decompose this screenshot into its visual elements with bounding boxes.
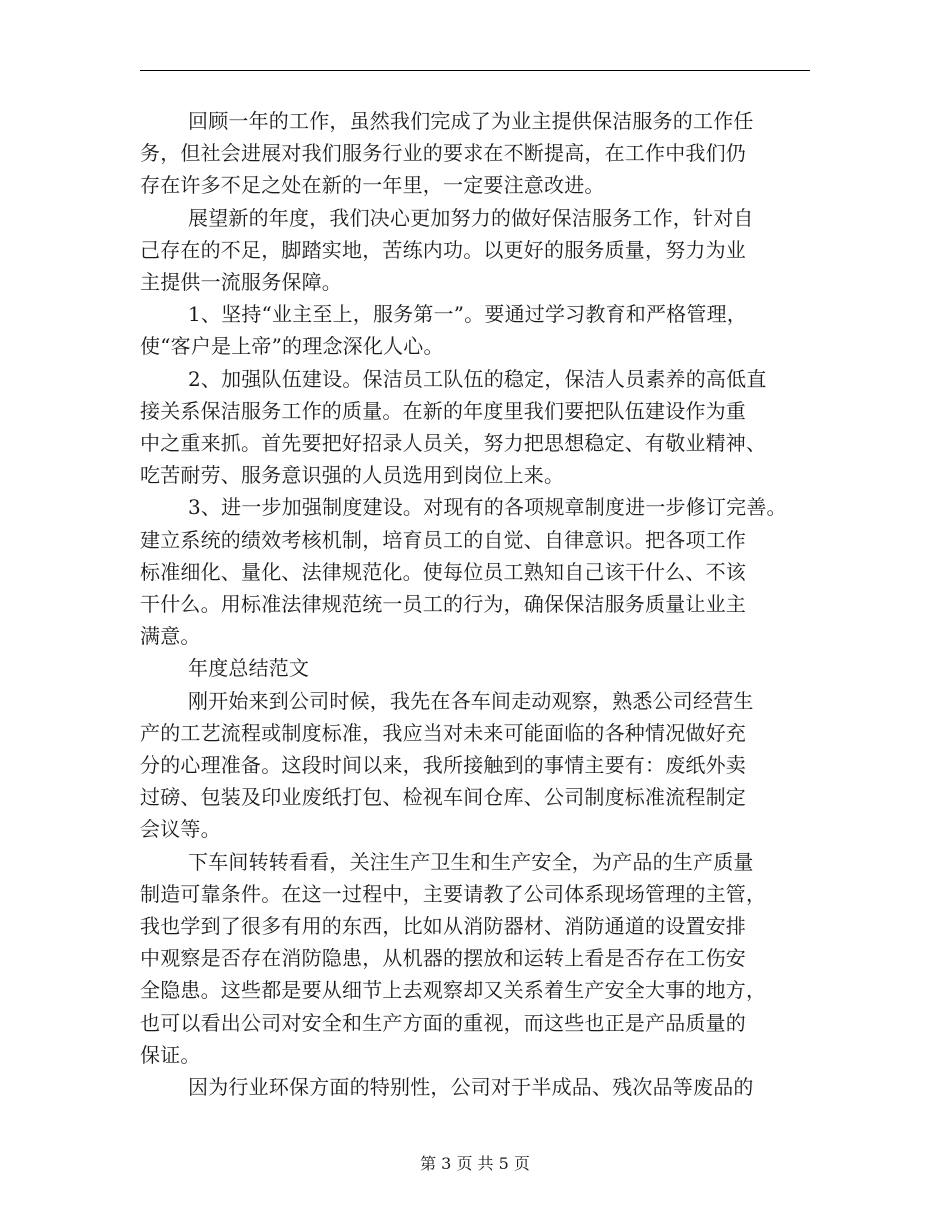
page-footer: 第 3 页 共 5 页 xyxy=(420,1154,530,1173)
text-line: 建立系统的绩效考核机制，培育员工的自觉、自律意识。把各项工作 xyxy=(140,527,746,552)
text-line: 接关系保洁服务工作的质量。在新的年度里我们要把队伍建设作为重 xyxy=(140,398,746,423)
text-line: 吃苦耐劳、服务意识强的人员选用到岗位上来。 xyxy=(140,463,565,488)
text-line: 分的心理准备。这段时间以来，我所接触到的事情主要有：废纸外卖 xyxy=(140,753,746,777)
text-line: 标准细化、量化、法律规范化。使每位员工熟知自己该干什么、不该 xyxy=(140,559,746,584)
text-line: 回顾一年的工作，虽然我们完成了为业主提供保洁服务的工作任 xyxy=(188,109,754,133)
text-line: 存在许多不足之处在新的一年里，一定要注意改进。 xyxy=(140,173,605,198)
text-line: 干什么。用标准法律规范统一员工的行为，确保保洁服务质量让业主 xyxy=(140,592,746,616)
text-line: 因为行业环保方面的特别性，公司对于半成品、残次品等废品的 xyxy=(188,1075,754,1099)
text-line: 产的工艺流程或制度标准，我应当对未来可能面临的各种情况做好充 xyxy=(140,720,746,745)
text-line: 己存在的不足，脚踏实地，苦练内功。以更好的服务质量，努力为业 xyxy=(140,237,746,262)
text-line: 务，但社会进展对我们服务行业的要求在不断提高，在工作中我们仍 xyxy=(140,141,746,166)
text-line: 展望新的年度，我们决心更加努力的做好保洁服务工作，针对自 xyxy=(188,205,754,230)
text-line: 我也学到了很多有用的东西，比如从消防器材、消防通道的设置安排 xyxy=(140,914,746,938)
text-line: 年度总结范文 xyxy=(188,656,310,681)
text-line: 2、加强队伍建设。保洁员工队伍的稳定，保洁人员素养的高低直 xyxy=(188,366,767,391)
text-line: 使“客户是上帝”的理念深化人心。 xyxy=(140,334,444,359)
text-line: 会议等。 xyxy=(140,817,221,842)
text-line: 全隐患。这些都是要从细节上去观察却又关系着生产安全大事的地方， xyxy=(140,978,767,1003)
text-line: 主提供一流服务保障。 xyxy=(140,270,342,294)
text-line: 下车间转转看看，关注生产卫生和生产安全，为产品的生产质量 xyxy=(188,849,754,874)
text-line: 保证。 xyxy=(140,1042,201,1067)
header-rule xyxy=(140,70,810,71)
text-line: 满意。 xyxy=(140,624,201,649)
text-line: 中观察是否存在消防隐患，从机器的摆放和运转上看是否存在工伤安 xyxy=(140,946,746,971)
text-line: 也可以看出公司对安全和生产方面的重视，而这些也正是产品质量的 xyxy=(140,1010,746,1035)
text-line: 1、坚持“业主至上，服务第一”。要通过学习教育和严格管理， xyxy=(188,302,747,327)
text-line: 中之重来抓。首先要把好招录人员关，努力把思想稳定、有敬业精神、 xyxy=(140,431,767,455)
text-line: 制造可靠条件。在这一过程中，主要请教了公司体系现场管理的主管， xyxy=(140,881,767,906)
text-line: 刚开始来到公司时候，我先在各车间走动观察，熟悉公司经营生 xyxy=(188,688,754,713)
text-line: 3、进一步加强制度建设。对现有的各项规章制度进一步修订完善。 xyxy=(188,495,787,520)
text-line: 过磅、包装及印业废纸打包、检视车间仓库、公司制度标准流程制定 xyxy=(140,785,746,810)
